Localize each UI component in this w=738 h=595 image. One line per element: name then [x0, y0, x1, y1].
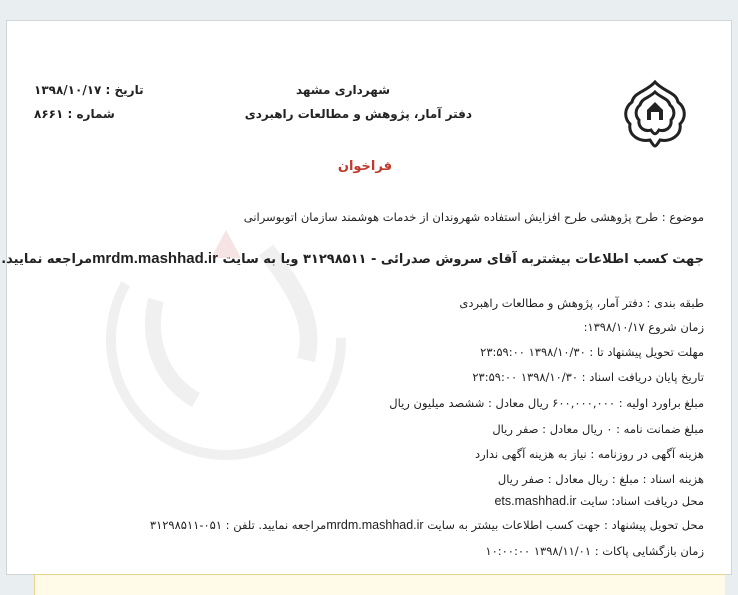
department-name: دفتر آمار، پژوهش و مطالعات راهبردی	[244, 107, 472, 121]
delivery-website-link[interactable]: mrdm.mashhad.ir	[326, 518, 424, 532]
delivery-label: محل تحویل پیشنهاد : جهت کسب اطلاعات بیشتر به سایت	[423, 518, 704, 532]
delivery-place-line	[150, 518, 704, 532]
announcement-document	[1, 50, 732, 575]
document-number: شماره : ۸۶۶۱	[34, 107, 115, 121]
contact-text: جهت کسب اطلاعات بیشتربه آقای سروش صدرائی - ۳۱۲۹۸۵۱۱ ویا به سایت	[217, 252, 704, 267]
proposal-deadline-line: مهلت تحویل پیشنهاد تا : ۱۳۹۸/۱۰/۳۰ ۲۳:۵۹:۰۰	[480, 345, 704, 359]
document-place-website-link[interactable]: ets.mashhad.ir	[494, 494, 577, 508]
announcement-title: فراخوان	[337, 159, 392, 174]
contact-website-link[interactable]: mrdm.mashhad.ir	[92, 250, 218, 267]
document-place-line	[494, 494, 704, 508]
contact-text-tail: مراجعه نمایید.	[1, 252, 93, 267]
opening-time-line: زمان بازگشایی پاکات : ۱۳۹۸/۱۱/۰۱ ۱۰:۰۰:۰۰	[485, 544, 704, 558]
category-line: طبقه بندی : دفتر آمار، پژوهش و مطالعات راهبردی	[459, 296, 704, 310]
document-deadline-line: تاریخ پایان دریافت اسناد : ۱۳۹۸/۱۰/۳۰ ۲۳:۵۹:۰۰	[472, 370, 704, 384]
delivery-tail: مراجعه نمایید. تلفن : ۰۵۱-۳۱۲۹۸۵۱۱	[149, 518, 327, 532]
document-cost-line: هزینه اسناد : مبلغ : ریال معادل : صفر ریال	[497, 472, 704, 486]
subject-line: موضوع : طرح پژوهشی طرح افزایش استفاده شهروندان از خدمات هوشمند سازمان اتوبوسرانی	[243, 210, 704, 224]
watermark-logo	[66, 210, 386, 470]
contact-line	[1, 250, 704, 267]
document-place-label: محل دریافت اسناد: سایت	[576, 494, 704, 508]
estimate-line: مبلغ براورد اولیه : ۶۰۰,۰۰۰,۰۰۰ ریال معادل : ششصد میلیون ریال	[389, 396, 704, 410]
document-date: تاریخ : ۱۳۹۸/۱۰/۱۷	[34, 83, 144, 97]
bottom-box	[34, 574, 725, 595]
guarantee-line: مبلغ ضمانت نامه : ۰ ریال معادل : صفر ریال	[492, 422, 704, 436]
organization-name: شهرداری مشهد	[295, 83, 390, 97]
mashhad-municipality-logo-icon	[620, 78, 690, 148]
ad-cost-line: هزینه آگهی در روزنامه : نیاز به هزینه آگهی ندارد	[475, 447, 704, 461]
start-time-line: زمان شروع ۱۳۹۸/۱۰/۱۷:	[583, 320, 704, 334]
